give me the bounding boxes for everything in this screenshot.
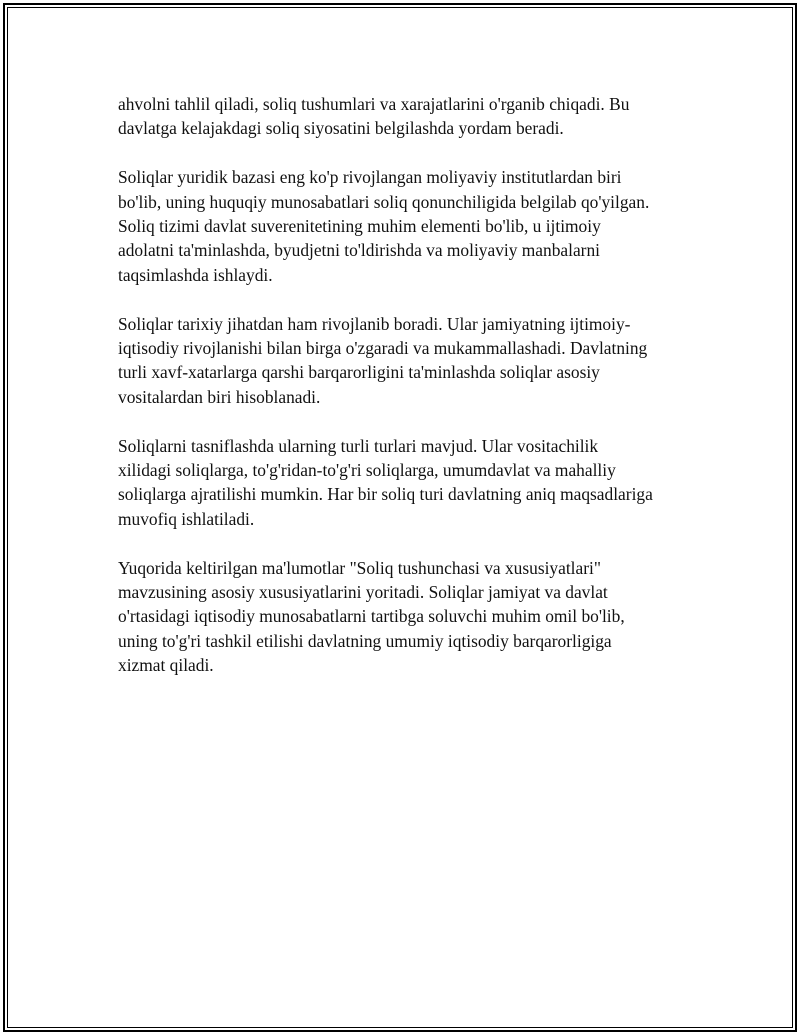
- document-body: [118, 92, 692, 702]
- paragraph-2: Soliqlar yuridik bazasi eng ko'p rivojlangan moliyaviy institutlardan biri bo'lib, uning huquqiy munosabatlari soliq qonunchiligida belgilab qo'yilgan. Soliq tizimi davlat suverenitetining muhim elementi bo'lib, u ijtimoiy adolatni ta'minlashda, byudjetni to'ldirishda va moliyaviy manbalarni taqsimlashda ishlaydi.: [118, 167, 650, 285]
- paragraph-4: Soliqlarni tasniflashda ularning turli turlari mavjud. Ular vositachilik xilidagi soliqlarga, to'g'ridan-to'g'ri soliqlarga, umumdavlat va mahalliy soliqlarga ajratilishi mumkin. Har bir soliq turi davlatning aniq maqsadlariga muvofiq ishlatiladi.: [118, 435, 653, 529]
- paragraph-1: ahvolni tahlil qiladi, soliq tushumlari va xarajatlarini o'rganib chiqadi. Bu davlatga kelajakdagi soliq siyosatini belgilashda yordam beradi.: [118, 94, 630, 139]
- paragraph-5: Yuqorida keltirilgan ma'lumotlar "Soliq tushunchasi va xususiyatlari" mavzusining asosiy xususiyatlarini yoritadi. Soliqlar jamiyat va davlat o'rtasidagi iqtisodiy munosabatlarni tartibga soluvchi muhim omil bo'lib, uning to'g'ri tashkil etilishi davlatning umumiy iqtisodiy barqarorligiga xizmat qiladi.: [118, 557, 625, 676]
- paragraph-3: Soliqlar tarixiy jihatdan ham rivojlanib boradi. Ular jamiyatning ijtimoiy- iqtisodiy rivojlanishi bilan birga o'zgaradi va mukammallashadi. Davlatning turli xavf-xatarlarga qarshi barqarorligini ta'minlashda soliqlar asosiy vositalardan biri hisoblanadi.: [118, 313, 648, 407]
